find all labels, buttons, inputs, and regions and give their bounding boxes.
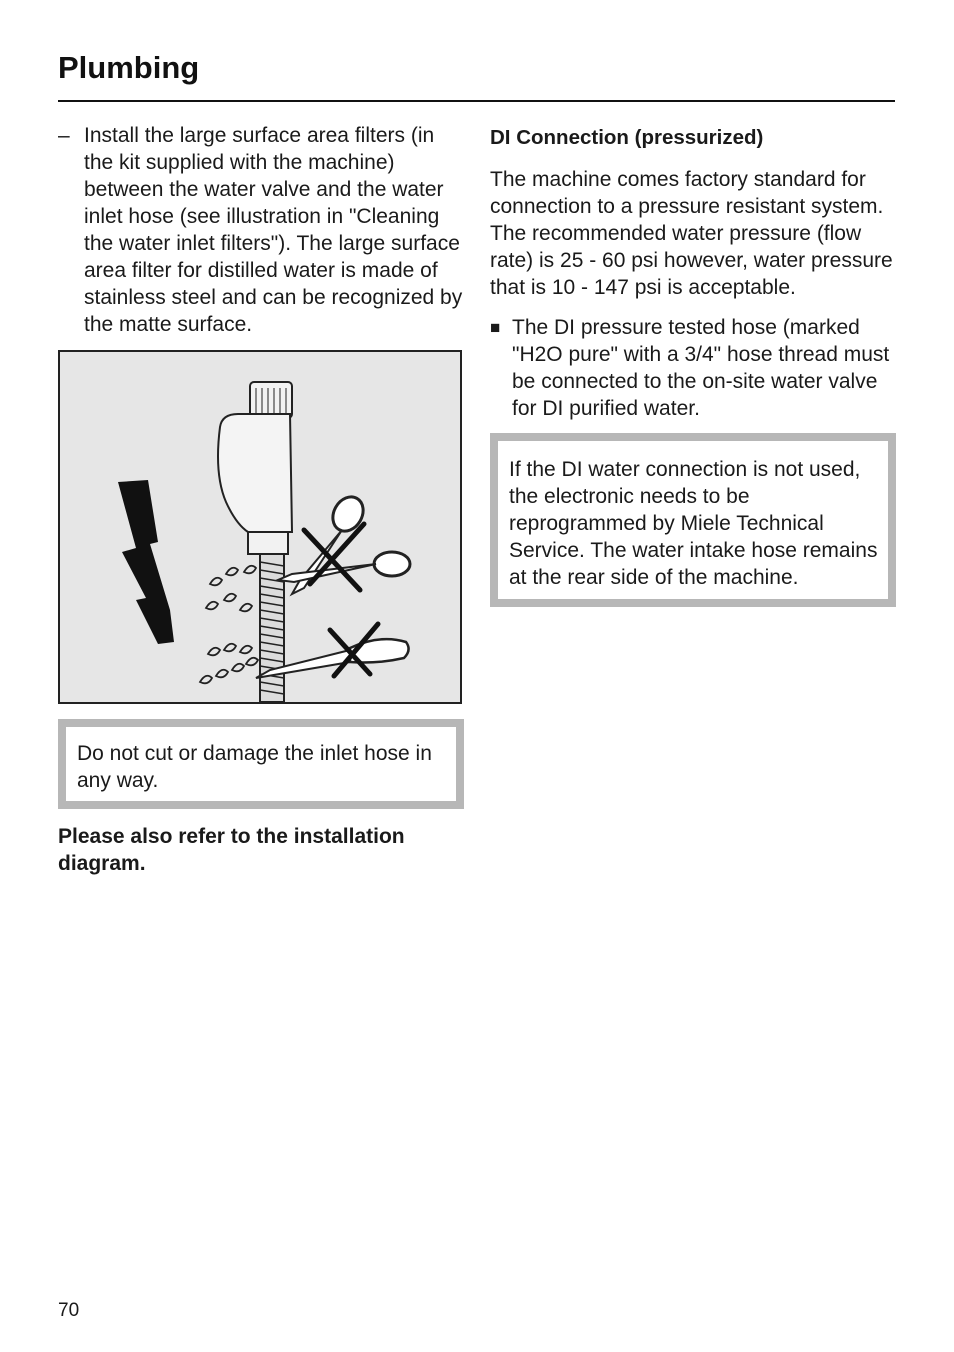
- warning-box: [58, 719, 464, 809]
- bullet-item: [490, 314, 896, 422]
- lightning-icon: [118, 480, 174, 644]
- installation-note: Please also refer to the installation diagram.: [58, 825, 405, 875]
- right-column: [490, 122, 896, 607]
- page-title: Plumbing: [58, 50, 200, 85]
- instruction-text: Install the large surface area filters (in the kit supplied with the machine) between the water valve and the water inlet hose (see illustration in "Cleaning the water inlet filters"). The large surface area filter for distilled water is made of stainless steel and can be recognized by the matte surface.: [84, 124, 463, 336]
- pressure-paragraph: The machine comes factory standard for connection to a pressure resistant system. The recommended water pressure (flow rate) is 25 - 60 psi however, water pressure that is 10 - 147 psi is acceptable.: [490, 168, 893, 299]
- water-valve-icon: [218, 382, 292, 554]
- page-number: 70: [58, 1300, 80, 1321]
- section-heading: DI Connection (pressurized): [490, 126, 764, 149]
- hose-illustration: [58, 350, 462, 704]
- warning-text: Do not cut or damage the inlet hose in any way.: [77, 742, 432, 792]
- instruction-item: [58, 122, 464, 338]
- info-text: If the DI water connection is not used, the electronic needs to be reprogrammed by Miele Technical Service. The water intake hose remains at the rear side of the machine.: [509, 458, 878, 589]
- info-box: [490, 433, 896, 607]
- bullet-marker: ■: [490, 318, 501, 337]
- left-column: [58, 122, 464, 877]
- dash-marker: –: [58, 124, 70, 147]
- bullet-text: The DI pressure tested hose (marked "H2O pure" with a 3/4" hose thread must be connected to the on-site water valve for DI purified water.: [512, 316, 890, 420]
- water-spray-icon: [200, 566, 258, 684]
- title-divider: [58, 100, 895, 102]
- hose-icon: [260, 554, 284, 702]
